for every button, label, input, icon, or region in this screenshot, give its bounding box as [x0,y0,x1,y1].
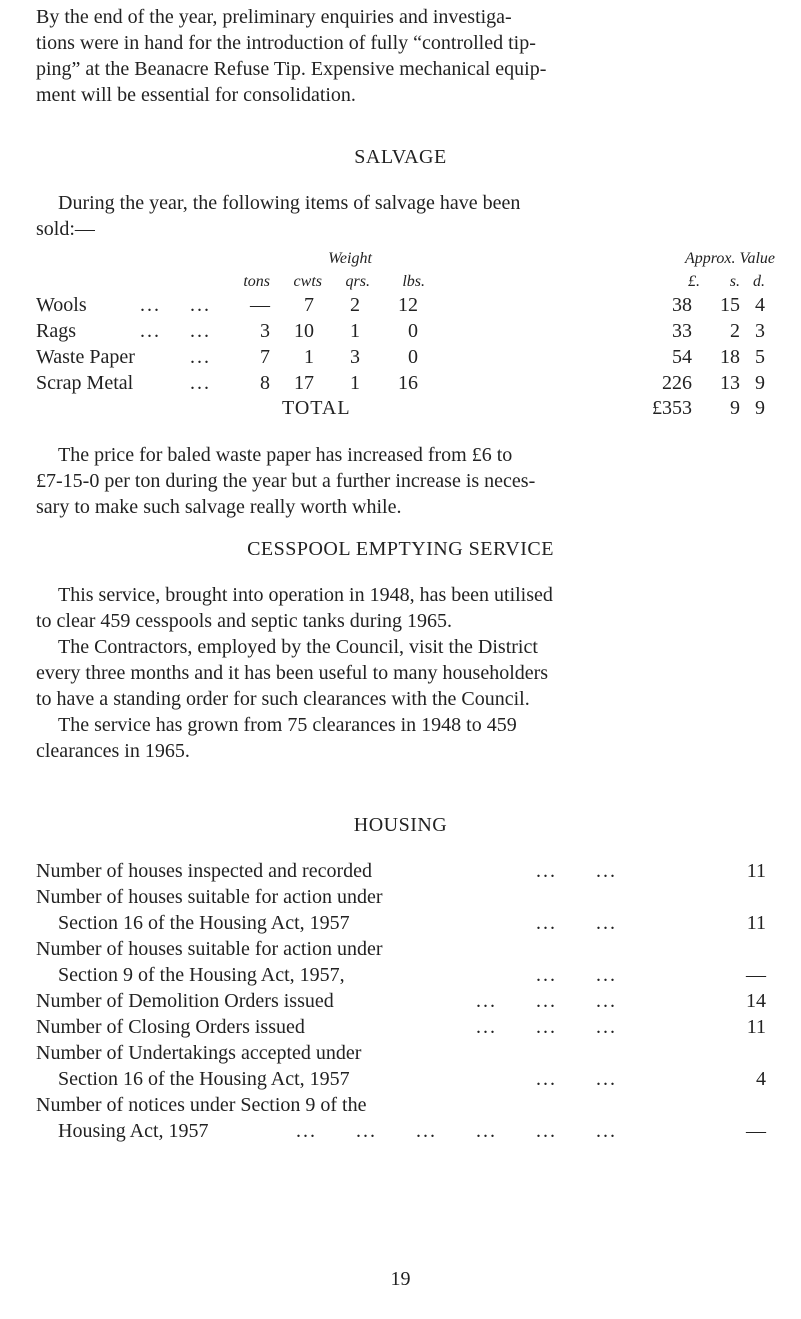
housing-item [36,988,766,1014]
salvage-lbs: 12 [398,294,418,316]
dot-leader: ... [536,1120,557,1142]
dot-leader: ... [536,1016,557,1038]
col-shillings: s. [729,273,740,290]
col-qrs: qrs. [345,273,370,290]
salvage-pounds: 33 [672,320,692,342]
dot-leader: ... [190,346,211,368]
col-pence: d. [753,273,765,290]
col-pounds: £. [688,273,700,290]
housing-label: Number of Undertakings accepted under [36,1042,362,1064]
total-pounds: £353 [652,397,692,419]
salvage-lead-line: sold:— [36,218,95,240]
housing-item [36,858,766,884]
dot-leader: ... [596,1120,617,1142]
cesspool-line: This service, brought into operation in 1948, has been utilised [58,584,553,606]
housing-value: 11 [746,860,766,882]
total-label: TOTAL [282,397,351,419]
housing-label: Number of houses suitable for action under [36,886,383,908]
salvage-qrs: 1 [350,372,360,394]
dot-leader: ... [476,990,497,1012]
dot-leader: ... [536,964,557,986]
salvage-tons: 8 [260,372,270,394]
salvage-shillings: 2 [730,320,740,342]
col-lbs: lbs. [402,273,425,290]
salvage-tons: 7 [260,346,270,368]
salvage-cwts: 1 [304,346,314,368]
salvage-pence: 9 [755,372,765,394]
housing-value: 11 [746,1016,766,1038]
housing-value: 11 [746,912,766,934]
dot-leader: ... [536,860,557,882]
salvage-pence: 5 [755,346,765,368]
housing-value: 14 [746,990,766,1012]
housing-item [36,936,766,988]
housing-value: — [746,964,766,986]
salvage-note-line: £7-15-0 per ton during the year but a further increase is neces- [36,470,536,492]
cesspool-line: to clear 459 cesspools and septic tanks during 1965. [36,610,453,632]
value-header: Approx. Value [684,250,775,267]
housing-label: Section 16 of the Housing Act, 1957 [58,912,350,934]
page-number: 19 [390,1268,411,1290]
dot-leader: ... [596,860,617,882]
cesspool-line: The Contractors, employed by the Council, visit the District [58,636,538,658]
cesspool-line: to have a standing order for such clearances with the Council. [36,688,530,710]
salvage-pence: 4 [755,294,765,316]
salvage-item: Scrap Metal [36,372,134,394]
dot-leader: ... [536,912,557,934]
cesspool-line: clearances in 1965. [36,740,190,762]
dot-leader: ... [140,294,161,316]
salvage-qrs: 1 [350,320,360,342]
weight-header: Weight [328,250,372,267]
dot-leader: ... [596,964,617,986]
housing-label: Number of Demolition Orders issued [36,990,334,1012]
salvage-cwts: 10 [294,320,314,342]
salvage-pounds: 38 [672,294,692,316]
total-shillings: 9 [730,397,740,419]
cesspool-text [36,582,766,764]
dot-leader: ... [596,1068,617,1090]
dot-leader: ... [476,1016,497,1038]
salvage-pence: 3 [755,320,765,342]
salvage-note-line: sary to make such salvage really worth while. [36,496,402,518]
housing-item [36,1040,766,1092]
housing-label: Section 16 of the Housing Act, 1957 [58,1068,350,1090]
intro-line: By the end of the year, preliminary enquiries and investiga- [36,6,512,28]
dot-leader: ... [536,990,557,1012]
cesspool-line: The service has grown from 75 clearances in 1948 to 459 [58,714,517,736]
salvage-lbs: 0 [408,320,418,342]
dot-leader: ... [596,990,617,1012]
housing-label: Number of houses inspected and recorded [36,860,372,882]
dot-leader: ... [190,320,211,342]
cesspool-line: every three months and it has been useful to many householders [36,662,549,684]
housing-value: 4 [756,1068,766,1090]
salvage-shillings: 13 [720,372,740,394]
salvage-lead [36,190,766,242]
dot-leader: ... [476,1120,497,1142]
housing-item [36,1014,766,1040]
salvage-shillings: 15 [720,294,740,316]
dot-leader: ... [596,1016,617,1038]
salvage-qrs: 2 [350,294,360,316]
cesspool-heading: CESSPOOL EMPTYING SERVICE [247,538,554,560]
salvage-item: Wools [36,294,87,316]
housing-label: Housing Act, 1957 [58,1120,209,1142]
intro-paragraph [36,4,766,108]
salvage-lbs: 0 [408,346,418,368]
salvage-tons: 3 [260,320,270,342]
dot-leader: ... [296,1120,317,1142]
salvage-tons: — [250,294,270,316]
salvage-cwts: 7 [304,294,314,316]
salvage-item: Rags [36,320,76,342]
total-pence: 9 [755,397,765,419]
salvage-item: Waste Paper [36,346,135,368]
dot-leader: ... [356,1120,377,1142]
salvage-note-line: The price for baled waste paper has increased from £6 to [58,444,513,466]
housing-label: Section 9 of the Housing Act, 1957, [58,964,345,986]
salvage-lead-line: During the year, the following items of salvage have been [58,192,521,214]
dot-leader: ... [416,1120,437,1142]
salvage-lbs: 16 [398,372,418,394]
col-tons: tons [243,273,270,290]
col-cwts: cwts [293,273,322,290]
intro-line: ment will be essential for consolidation. [36,84,356,106]
housing-heading: HOUSING [353,814,448,836]
salvage-qrs: 3 [350,346,360,368]
salvage-pounds: 226 [662,372,692,394]
dot-leader: ... [190,372,211,394]
salvage-cwts: 17 [294,372,314,394]
housing-value: — [746,1120,766,1142]
intro-line: ping” at the Beanacre Refuse Tip. Expensive mechanical equip- [36,58,547,80]
dot-leader: ... [140,320,161,342]
salvage-heading: SALVAGE [354,146,447,168]
housing-label: Number of Closing Orders issued [36,1016,305,1038]
housing-label: Number of notices under Section 9 of the [36,1094,367,1116]
dot-leader: ... [190,294,211,316]
housing-label: Number of houses suitable for action under [36,938,383,960]
salvage-note [36,442,766,520]
housing-item [36,884,766,936]
salvage-pounds: 54 [672,346,692,368]
dot-leader: ... [596,912,617,934]
intro-line: tions were in hand for the introduction of fully “controlled tip- [36,32,536,54]
dot-leader: ... [536,1068,557,1090]
housing-item [36,1092,766,1144]
salvage-shillings: 18 [720,346,740,368]
